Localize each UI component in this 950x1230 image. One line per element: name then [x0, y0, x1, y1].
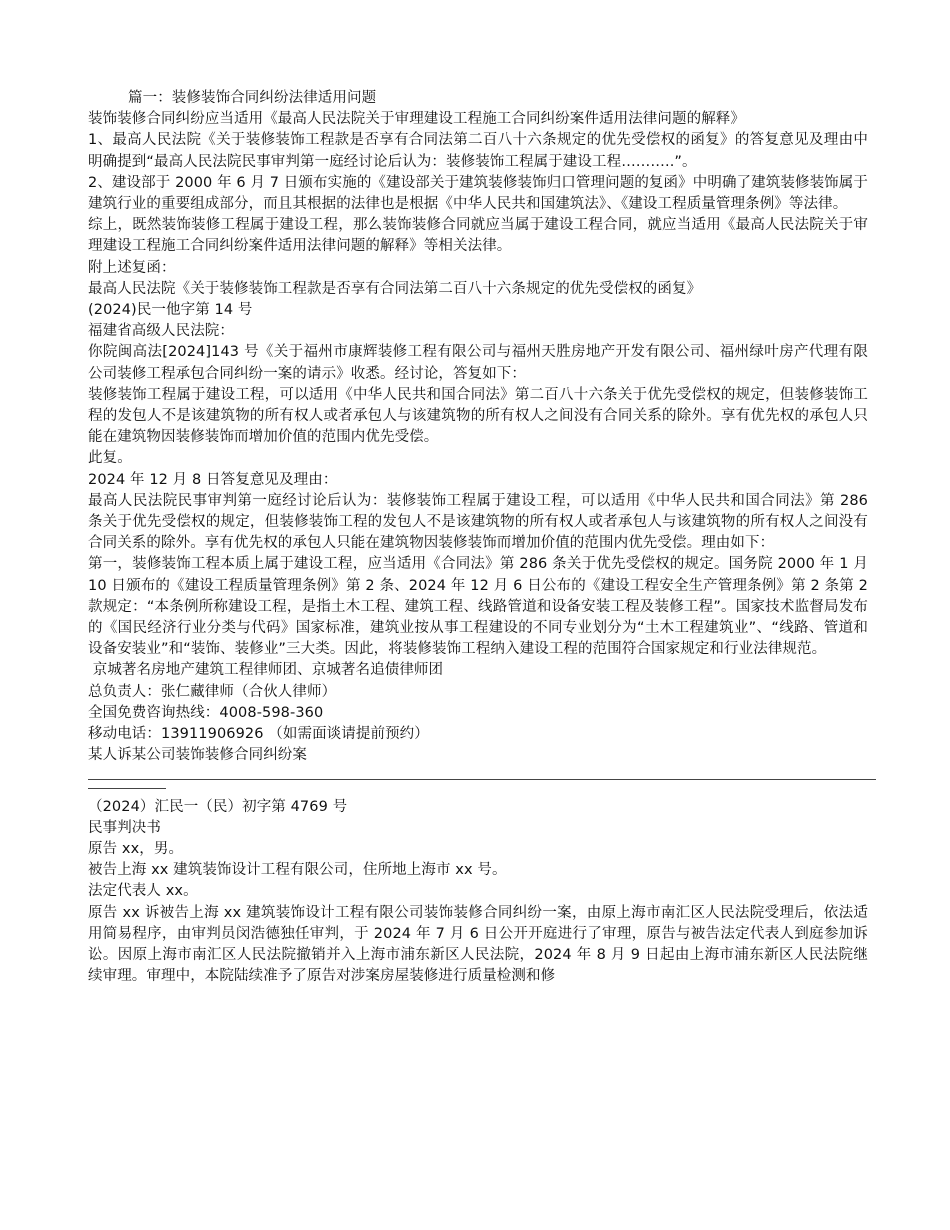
reply-title: 最高人民法院《关于装修装饰工程款是否享有合同法第二百八十六条规定的优先受偿权的函复》: [88, 280, 702, 297]
hotline-line: 全国免费咨询热线：4008-598-360: [88, 704, 324, 721]
request-paragraph: 你院闽高法[2024]143 号《关于福州市康辉装修工程有限公司与福州天胜房地产开发有限公司、福州绿叶房产代理有限公司装修工程承包合同纠纷一案的请示》收悉。经讨论，答复如下：: [88, 344, 868, 382]
divider-line-short: [88, 788, 166, 789]
section-title: 篇一：装修装饰合同纠纷法律适用问题: [128, 90, 377, 106]
reply-closing: 此复。: [88, 450, 132, 467]
reason-1-paragraph: 第一，装修装饰工程本质上属于建设工程，应当适用《合同法》第 286 条关于优先受偿权的规定。国务院 2000 年 1 月 10 日颁布的《建设工程质量管理条例》第 2 条、2024 年 12 月 6 日公布的《建设工程安全生产管理条例》第 2 条第 2 款规定：“本条例所称建设工程，是指土木工程、建筑工程、线路管道和设备安装工程及装修工程”。国家技术监督局发布的《国民经济行业分类与代码》国家标准，建筑业按从事工程建设的不同专业划分为“土木工程建筑业”、“线路、管道和设备安装业”和“装饰、装修业”三大类。因此，将装修装饰工程纳入建设工程的范围符合国家规定和行业法律规范。: [88, 556, 873, 658]
divider-line-long: [88, 779, 876, 780]
recipient-line: 福建省高级人民法院：: [88, 323, 234, 340]
summary-paragraph: 综上，既然装饰装修工程属于建设工程，那么装饰装修合同就应当属于建设工程合同，就应当适用《最高人民法院关于审理建设工程施工合同纠纷案件适用法律问题的解释》等相关法律。: [88, 217, 868, 255]
judgment-type: 民事判决书: [88, 819, 161, 836]
intro-paragraph: 装饰装修合同纠纷应当适用《最高人民法院关于审理建设工程施工合同纠纷案件适用法律问题的解释》: [88, 111, 745, 128]
section-divider: [88, 767, 868, 795]
case-number: （2024）汇民一（民）初字第 4769 号: [88, 798, 348, 815]
lead-lawyer-line: 总负责人：张仁藏律师（合伙人律师）: [88, 683, 337, 700]
mobile-line: 移动电话：13911906926 （如需面谈请提前预约）: [88, 726, 429, 743]
law-firm-line: 京城著名房地产建筑工程律师团、京城著名追债律师团: [88, 662, 444, 679]
opinion-body-paragraph: 最高人民法院民事审判第一庭经讨论后认为：装修装饰工程属于建设工程，可以适用《中华人民共和国合同法》第 286 条关于优先受偿权的规定，但装修装饰工程的发包人不是该建筑物的所有权人或者承包人与该建筑物的所有权人之间没有合同关系的除外。享有优先权的承包人只能在建筑物因装修装饰而增加价值的范围内优先受偿。理由如下：: [88, 492, 873, 552]
case-title: 某人诉某公司装饰装修合同纠纷案: [88, 747, 307, 764]
opinion-date-line: 2024 年 12 月 8 日答复意见及理由：: [88, 471, 338, 488]
defendant-line: 被告上海 xx 建筑装饰设计工程有限公司，住所地上海市 xx 号。: [88, 862, 507, 879]
plaintiff-line: 原告 xx，男。: [88, 840, 184, 857]
point-2-paragraph: 2、建设部于 2000 年 6 月 7 日颁布实施的《建设部关于建筑装修装饰归口管理问题的复函》中明确了建筑装修装饰属于建筑行业的重要组成部分，而且其根据的法律也是根据《中华人民共和国建筑法》、《建设工程质量管理条例》等法律。: [88, 174, 868, 213]
document-page: [88, 88, 873, 987]
attachment-label: 附上述复函：: [88, 259, 176, 276]
case-body-paragraph: 原告 xx 诉被告上海 xx 建筑装饰设计工程有限公司装饰装修合同纠纷一案，由原上海市南汇区人民法院受理后，依法适用简易程序，由审判员闵浩德独任审判，于 2024 年 7 月 6 日公开开庭进行了审理，原告与被告法定代表人到庭参加诉讼。因原上海市南汇区人民法院撤销并入上海市浦东新区人民法院，2024 年 8 月 9 日起由上海市浦东新区人民法院继续审理。审理中，本院陆续准予了原告对涉案房屋装修进行质量检测和修: [88, 904, 868, 985]
reply-body-paragraph: 装修装饰工程属于建设工程，可以适用《中华人民共和国合同法》第二百八十六条关于优先受偿权的规定，但装修装饰工程的发包人不是该建筑物的所有权人或者承包人与该建筑物的所有权人之间没有合同关系的除外。享有优先权的承包人只能在建筑物因装修装饰而增加价值的范围内优先受偿。: [88, 386, 868, 446]
point-1-paragraph: 1、最高人民法院《关于装修装饰工程款是否享有合同法第二百八十六条规定的优先受偿权的函复》的答复意见及理由中明确提到“最高人民法院民事审判第一庭经讨论后认为：装修装饰工程属于建设工程………..”。: [88, 132, 868, 170]
reply-number: (2024)民一他字第 14 号: [88, 302, 253, 319]
legal-rep-line: 法定代表人 xx。: [88, 883, 198, 900]
